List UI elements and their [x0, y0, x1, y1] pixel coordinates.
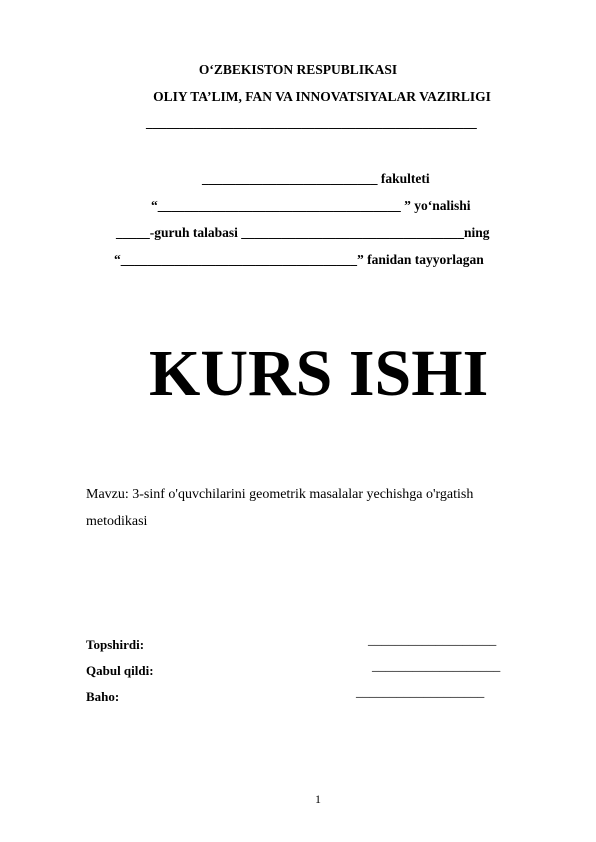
direction-line: “____________________________________ ” yo‘nalishi [151, 198, 471, 213]
topic-line-1: Mavzu: 3-sinf o'quvchilarini geometrik masalalar yechishga o'rgatish [86, 487, 474, 502]
ministry-heading: OLIY TA’LIM, FAN VA INNOVATSIYALAR VAZIRLIGI [153, 89, 491, 104]
country-heading: O‘ZBEKISTON RESPUBLIKASI [198, 62, 398, 77]
topic-line-2: metodikasi [86, 514, 148, 529]
submitted-line: ___________________ [368, 632, 497, 647]
page-number: 1 [315, 792, 321, 806]
grade-label: Baho: [86, 689, 120, 704]
accepted-label: Qabul qildi: [86, 663, 154, 678]
header-rule: _________________________________________________ [146, 115, 477, 130]
faculty-line: __________________________ fakulteti [202, 171, 430, 186]
grade-line: ___________________ [356, 684, 485, 699]
subject-line: “___________________________________” fanidan tayyorlagan [114, 252, 484, 267]
submitted-label: Topshirdi: [86, 637, 145, 652]
document-title: KURS ISHI [149, 337, 489, 410]
accepted-line: ___________________ [372, 658, 501, 673]
student-line: _____-guruh talabasi _________________________________ning [116, 225, 490, 240]
